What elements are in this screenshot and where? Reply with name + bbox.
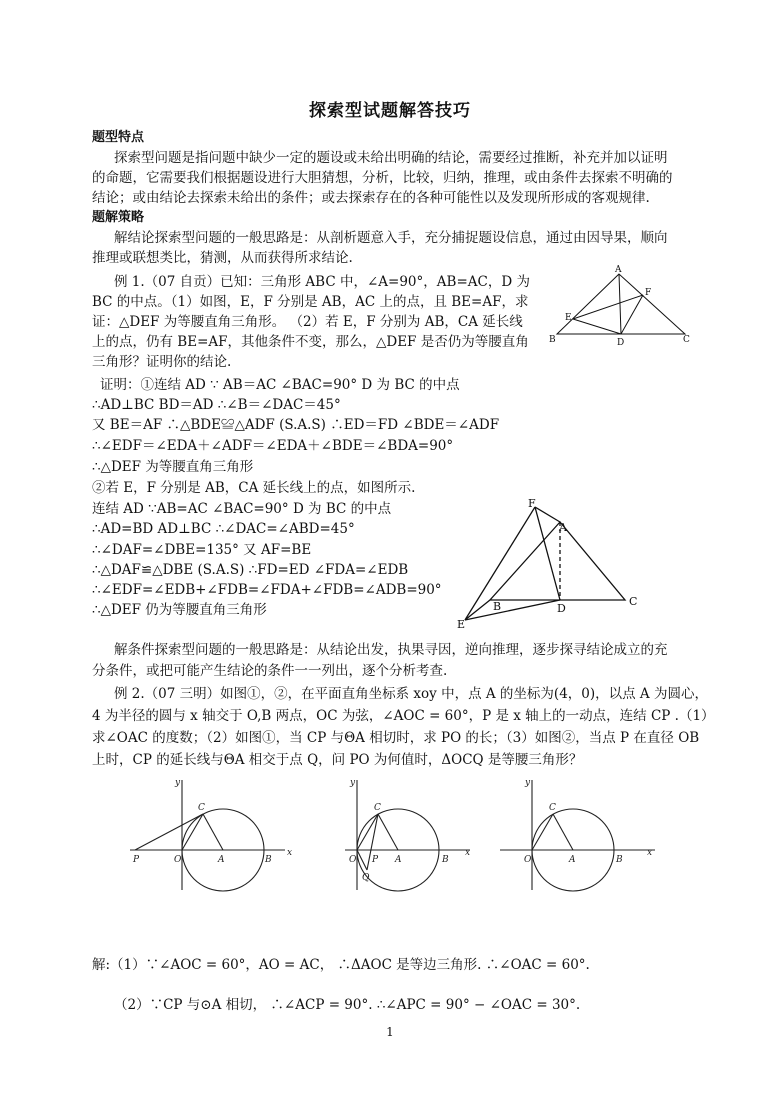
section-heading-type: 题型特点: [92, 130, 145, 145]
label-Q: Q: [362, 873, 370, 883]
axis-x-label: x: [465, 848, 471, 858]
label-C: C: [683, 335, 690, 345]
proof-line: ∴△DAF≌△DBE (S.A.S) ∴FD=ED ∠FDA=∠EDB: [92, 562, 409, 578]
label-C: C: [374, 803, 381, 813]
graph-2: [325, 775, 475, 895]
paragraph-line: 探索型问题是指问题中缺少一定的题设或未给出明确的结论，需要经过推断，补充并加以证明: [114, 150, 668, 166]
axis-x-label: x: [647, 848, 653, 858]
label-D: D: [557, 602, 566, 615]
page-number: 1: [386, 1025, 394, 1039]
paragraph-line: 结论；或由结论去探索未给出的条件；或去探索存在的各种可能性以及发现所形成的客观规律.: [92, 190, 650, 206]
example1-line: BC 的中点。（1）如图，E，F 分别是 AB，AC 上的点，且 BE=AF，求: [92, 294, 529, 310]
example1-line: 证：△DEF 为等腰直角三角形。 （2）若 E，F 分别为 AB，CA 延长线: [92, 314, 523, 330]
proof-line: ∴∠EDF＝∠EDA＋∠ADF＝∠EDA＋∠BDE＝∠BDA=90°: [92, 438, 454, 454]
label-C: C: [629, 595, 638, 608]
label-B: B: [549, 335, 556, 345]
label-F: F: [528, 497, 536, 510]
label-E: E: [457, 618, 466, 631]
label-C: C: [198, 803, 205, 813]
proof-line: 又 BE＝AF ∴△BDE≌△ADF (S.A.S) ∴ED＝FD ∠BDE＝∠ADF: [92, 417, 500, 433]
label-B: B: [442, 855, 449, 865]
label-P: P: [372, 855, 379, 865]
label-A: A: [569, 855, 576, 865]
proof-line: ∴AD⊥BC BD＝AD ∴∠B＝∠DAC＝45°: [92, 397, 341, 413]
paragraph-line: 解结论探索型问题的一般思路是：从剖析题意入手，充分捕捉题设信息，通过由因导果，顺向: [114, 230, 668, 246]
label-O: O: [349, 855, 357, 865]
example2-line: 求∠OAC 的度数；（2）如图①，当 CP 与ΘA 相切时，求 PO 的长；（3）如图②，当点 P 在直径 OB: [92, 730, 700, 746]
paragraph-line: 分条件，或把可能产生结论的条件一一列出，逐个分析考查.: [92, 663, 448, 679]
label-D: D: [617, 338, 625, 348]
proof-line: ∴∠DAF=∠DBE=135° 又 AF=BE: [92, 542, 312, 558]
label-B: B: [265, 855, 272, 865]
axis-y-label: y: [350, 778, 356, 788]
label-A: A: [615, 265, 622, 275]
label-P: P: [133, 855, 140, 865]
label-A: A: [395, 855, 402, 865]
label-A: A: [218, 855, 225, 865]
label-B: B: [493, 600, 502, 613]
solution-line: （2）∵CP 与⊙A 相切， ∴∠ACP = 90°. ∴∠APC = 90° − ∠OAC = 30°.: [114, 997, 581, 1013]
example2-line: 上时，CP 的延长线与ΘA 相交于点 Q，问 PO 为何值时，ΔOCQ 是等腰三角形？: [92, 752, 583, 768]
figure-triangle-1: [545, 262, 695, 348]
paragraph-line: 推理或联想类比，猜测，从而获得所求结论.: [92, 250, 353, 266]
label-B: B: [616, 855, 623, 865]
figure-triangle-2: [455, 495, 670, 635]
paragraph-line: 的命题，它需要我们根据题设进行大胆猜想，分析，比较，归纳，推理，或由条件去探索不明确的: [92, 170, 673, 186]
solution-line: 解:（1）∵∠AOC = 60°，AO = AC， ∴ΔAOC 是等边三角形. ∴∠OAC = 60°.: [92, 957, 590, 973]
example1-line: 例 1.（07 自贡）已知：三角形 ABC 中，∠A=90°，AB=AC，D 为: [114, 274, 530, 290]
proof-line: ∴AD=BD AD⊥BC ∴∠DAC=∠ABD=45°: [92, 521, 355, 537]
proof-line: ∴∠EDF=∠EDB+∠FDB=∠FDA+∠FDB=∠ADB=90°: [92, 582, 442, 598]
example1-line: 三角形？证明你的结论.: [92, 354, 232, 370]
proof-line: ∴△DEF 仍为等腰直角三角形: [92, 602, 267, 618]
section-heading-strategy: 题解策略: [92, 210, 145, 225]
example1-line: 上的点，仍有 BE=AF，其他条件不变，那么，△DEF 是否仍为等腰直角: [92, 334, 529, 350]
example2-line: 例 2.（07 三明）如图①，②，在平面直角坐标系 xoy 中，点 A 的坐标为(4，0)，以点 A 为圆心，: [114, 686, 708, 702]
page-title: 探索型试题解答技巧: [309, 101, 471, 121]
axis-x-label: x: [287, 848, 293, 858]
paragraph-line: 解条件探索型问题的一般思路是：从结论出发，执果寻因，逆向推理，逐步探寻结论成立的充: [114, 642, 668, 658]
proof-line: 连结 AD ∵AB=AC ∠BAC=90° D 为 BC 的中点: [92, 501, 392, 517]
proof-line: ∴△DEF 为等腰直角三角形: [92, 459, 254, 475]
label-O: O: [174, 855, 182, 865]
label-A: A: [559, 521, 567, 534]
axis-y-label: y: [525, 778, 531, 788]
axis-y-label: y: [175, 778, 181, 788]
graph-1: [125, 775, 293, 895]
proof-line: 证明：①连结 AD ∵ AB＝AC ∠BAC=90° D 为 BC 的中点: [100, 377, 460, 393]
example2-line: 4 为半径的圆与 x 轴交于 O,B 两点，OC 为弦，∠AOC = 60°，P 是 x 轴上的一动点，连结 CP .（1）: [92, 708, 715, 724]
graph-3: [495, 775, 660, 895]
label-C: C: [549, 803, 556, 813]
proof-line: ②若 E，F 分别是 AB，CA 延长线上的点，如图所示.: [92, 480, 416, 496]
label-E: E: [565, 313, 572, 323]
label-O: O: [524, 855, 532, 865]
label-F: F: [645, 288, 652, 298]
